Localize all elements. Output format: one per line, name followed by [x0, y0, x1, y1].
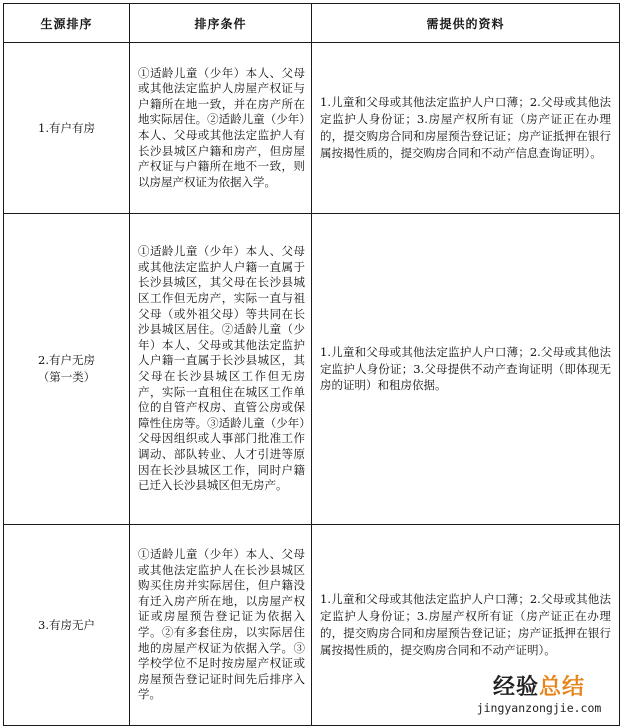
conditions-cell: ①适龄儿童（少年）本人、父母或其他法定监护人在长沙县城区购买住房并实际居住，但户籍没有迁入房产所在地，以房屋产权证或房屋预告登记证为依据入学。②有多套住房，以实际居住地的房屋产权证为依据入学。③学校学位不足时按房屋产权证或房屋预告登记证时间先后排序入学。	[130, 525, 312, 726]
order-label: 3.有房无户	[38, 617, 95, 632]
header-documents: 需提供的资料	[312, 4, 620, 43]
order-cell	[4, 525, 130, 726]
conditions-cell: ①适龄儿童（少年）本人、父母或其他法定监护人户籍一直属于长沙县城区，其父母在长沙县城区工作但无房产，实际一直与祖父母（或外祖父母）等共同在长沙县城区居住。②适龄儿童（少年）本人、父母或其他法定监护人户籍一直属于长沙县城区，其父母在长沙县城区工作但无房产，实际一直租住在城区工作单位的自管产权房、直管公房或保障性住房等。③适龄儿童（少年）父母因组织或人事部门批准工作调动、部队转业、人才引进等原因在长沙县城区工作，同时户籍已迁入长沙县城区但无房产。	[130, 214, 312, 525]
header-order: 生源排序	[4, 4, 130, 43]
order-label: 2.有户无房	[38, 353, 95, 367]
watermark-url: jingyanzongjie.com	[476, 701, 602, 715]
watermark-logo-text: 经验总结	[492, 675, 586, 700]
table-row	[4, 525, 620, 726]
documents-cell: 1.儿童和父母或其他法定监护人户口薄；2.父母或其他法定监护人身份证；3.房屋产权所有证（房产证正在办理的，提交购房合同和房屋预告登记证；房产证抵押在银行属按揭性质的，提交购房合同和不动产证明）。	[312, 525, 620, 726]
header-row	[4, 4, 620, 43]
order-sublabel: （第一类）	[37, 370, 96, 384]
documents-cell: 1.儿童和父母或其他法定监护人户口薄；2.父母或其他法定监护人身份证；3.房屋产权所有证（房产证正在办理的，提交购房合同和房屋预告登记证；房产证抵押在银行属按揭性质的，提交购房合同和不动产信息查询证明）。	[312, 43, 620, 214]
order-cell	[4, 43, 130, 214]
enrollment-table	[3, 3, 620, 726]
table-row	[4, 43, 620, 214]
documents-cell: 1.儿童和父母或其他法定监护人户口薄；2.父母或其他法定监护人身份证；3.父母提供不动产查询证明（即体现无房的证明）和租房依据。	[312, 214, 620, 525]
header-conditions: 排序条件	[130, 4, 312, 43]
conditions-cell: ①适龄儿童（少年）本人、父母或其他法定监护人房屋产权证与户籍所在地一致，并在房产所在地实际居住。②适龄儿童（少年）本人、父母或其他法定监护人有长沙县城区户籍和房产，但房屋产权证与户籍所在地不一致，则以房屋产权证为依据入学。	[130, 43, 312, 214]
table-row	[4, 214, 620, 525]
order-cell	[4, 214, 130, 525]
order-label: 1.有户有房	[38, 120, 95, 135]
